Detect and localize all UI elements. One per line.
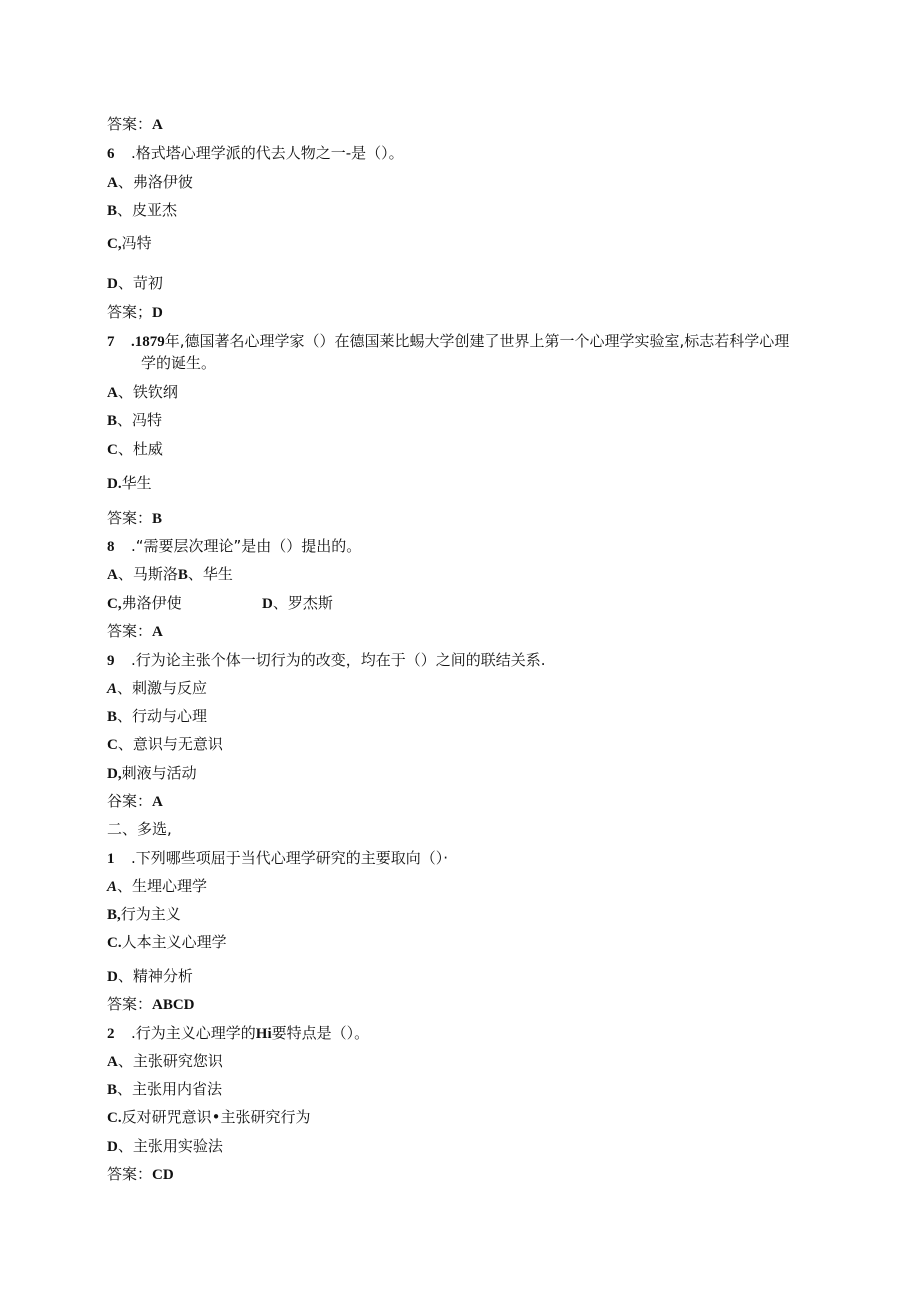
option-text: 弗洛伊使: [121, 594, 182, 612]
option-text: 、华生: [187, 565, 233, 583]
question-number: 6: [107, 146, 115, 162]
option-text: 、苛初: [117, 274, 163, 292]
question-continuation: [141, 353, 216, 373]
option-line: [262, 593, 333, 613]
option-line: [107, 473, 152, 493]
option-text: 、主张用内省法: [117, 1080, 223, 1098]
option-label: B: [177, 567, 188, 583]
question-text: .行为论主张个体一切行为的改变，均在于（）之间的联结关系.: [131, 651, 546, 669]
answer-line: [107, 994, 195, 1014]
answer-value: CD: [152, 1167, 174, 1183]
question-text: .“需要层次理论”是由（）提出的。: [131, 537, 362, 555]
option-line: [107, 200, 177, 220]
option-label: A: [107, 681, 118, 697]
option-line: [107, 233, 152, 253]
answer-label: 答案：: [107, 995, 153, 1013]
option-label: C.: [107, 1110, 122, 1126]
option-label: C: [107, 442, 118, 458]
answer-value: ABCD: [152, 997, 195, 1013]
answer-label: 答案：: [107, 622, 153, 640]
answer-label: 答案：: [107, 1165, 153, 1183]
option-label: C,: [107, 596, 122, 612]
option-label: C: [107, 737, 118, 753]
question-number: 2: [107, 1026, 115, 1042]
answer-label: 答案：: [107, 115, 153, 133]
option-label: A: [107, 385, 118, 401]
option-label: D: [262, 596, 273, 612]
answer-value: B: [152, 511, 163, 527]
multi-question-1: [107, 848, 448, 868]
option-text: 、精神分析: [117, 967, 193, 985]
question-number: 1: [107, 851, 115, 867]
answer-value: A: [152, 624, 163, 640]
option-text: 刺液与活动: [121, 764, 197, 782]
multi-question-2: [107, 1023, 369, 1043]
option-label: A: [107, 567, 118, 583]
question-text: .格式塔心理学派的代去人物之一-是（）。: [131, 144, 404, 162]
question-number: 8: [107, 539, 115, 555]
option-line: [107, 439, 163, 459]
answer-line: [107, 302, 163, 322]
option-text: 、铁钦纲: [117, 383, 178, 401]
option-line: [107, 273, 163, 293]
section-heading: [107, 819, 172, 839]
option-line: [107, 172, 193, 192]
option-text: 华生: [121, 474, 152, 492]
option-text: 、行动与心理: [117, 707, 208, 725]
option-line: [107, 706, 207, 726]
option-label: D: [107, 969, 118, 985]
answer-line: [107, 621, 163, 641]
question-7: [107, 331, 789, 351]
option-label: C.: [107, 935, 122, 951]
option-line: [107, 410, 162, 430]
option-text: 、主张用实验法: [117, 1137, 223, 1155]
option-text: 、意识与无意识: [117, 735, 223, 753]
option-label: A: [107, 175, 118, 191]
option-text: 人本主义心理学: [121, 933, 227, 951]
option-text: 反对研咒意识•主张研究行为: [121, 1108, 311, 1126]
option-line: [107, 678, 207, 698]
option-label: B: [107, 203, 118, 219]
answer-label: 答案：: [107, 509, 153, 527]
option-label: B: [107, 413, 118, 429]
option-label: B,: [107, 907, 121, 923]
question-8: [107, 536, 361, 556]
option-label: C,: [107, 236, 122, 252]
option-line: [107, 763, 197, 783]
option-text: 、冯特: [117, 411, 163, 429]
option-line: [107, 876, 207, 896]
option-label: D: [107, 1139, 118, 1155]
option-label: D.: [107, 476, 122, 492]
question-number: 7: [107, 334, 115, 350]
option-text: 、皮亚杰: [117, 201, 178, 219]
answer-value: D: [152, 305, 163, 321]
answer-label: 答案；: [107, 303, 153, 321]
option-text: 、主张研究您识: [117, 1052, 223, 1070]
option-line: [107, 734, 223, 754]
option-text: 冯特: [121, 234, 152, 252]
question-year: .1879: [131, 334, 165, 350]
option-label: D,: [107, 766, 122, 782]
option-text: 行为主义: [120, 905, 181, 923]
option-line: [107, 1079, 222, 1099]
option-line: [107, 564, 233, 584]
answer-value: A: [152, 117, 163, 133]
question-text: .下列哪些项屈于当代心理学研究的主要取向（）·: [131, 849, 449, 867]
option-text: 、刺激与反应: [117, 679, 208, 697]
question-text: .行为主义心理学的: [131, 1024, 256, 1042]
option-label: A: [107, 1054, 118, 1070]
answer-value: A: [152, 794, 163, 810]
option-text: 、弗洛伊彼: [117, 173, 193, 191]
option-label: D: [107, 276, 118, 292]
question-text: 要特点是（）。: [271, 1024, 370, 1042]
answer-line: [107, 791, 163, 811]
option-text: 、生埋心理学: [117, 877, 208, 895]
question-text: 年,德国著名心理学家（）在德国莱比蜴大学创建了世界上第一个心理学实验室,标志若科学心理: [164, 332, 790, 350]
option-label: B: [107, 709, 118, 725]
option-line: [107, 932, 227, 952]
question-text: 学的诞生。: [141, 354, 217, 372]
option-line: [107, 904, 181, 924]
option-label: A: [107, 879, 118, 895]
option-line: [107, 1136, 223, 1156]
option-line: [107, 382, 178, 402]
question-number: 9: [107, 653, 115, 669]
answer-line: [107, 114, 163, 134]
option-label: B: [107, 1082, 118, 1098]
answer-label: 谷案：: [107, 792, 153, 810]
section-title: 二、多选,: [107, 820, 172, 838]
answer-line: [107, 1164, 174, 1184]
option-line: [107, 966, 193, 986]
option-text: 、罗杰斯: [272, 594, 333, 612]
option-line: [107, 1051, 223, 1071]
option-text: 、杜威: [117, 440, 163, 458]
question-text-fragment: Hi: [255, 1026, 272, 1042]
answer-line: [107, 508, 162, 528]
option-line: [107, 593, 182, 613]
question-9: [107, 650, 546, 670]
question-6: [107, 143, 404, 163]
option-line: [107, 1107, 310, 1127]
option-text: 、马斯洛: [117, 565, 178, 583]
